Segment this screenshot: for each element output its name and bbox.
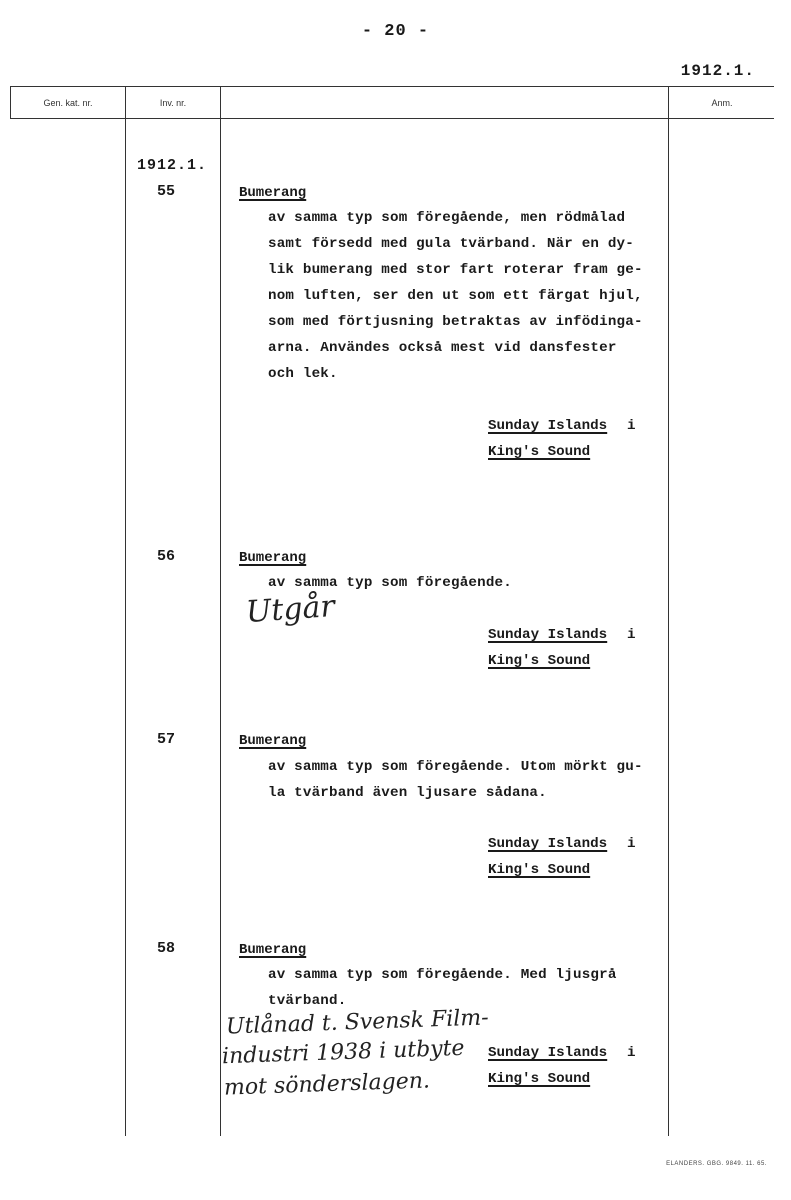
entry-text-line: tvärband.	[268, 993, 347, 1009]
entry-title: Bumerang	[239, 942, 307, 958]
location-line: Sunday Islands	[488, 418, 608, 434]
column-header-anm: Anm.	[711, 98, 733, 108]
entry-text-line: av samma typ som föregående, men rödmålad	[268, 210, 626, 226]
accession-entry: 1912.1.	[137, 157, 208, 174]
column-divider-1	[10, 86, 11, 118]
handwritten-note-line: industri 1938 i utbyte	[221, 1035, 465, 1070]
accession-header: 1912.1.	[680, 62, 755, 80]
inventory-number: 57	[157, 731, 176, 748]
column-header-inv-nr: Inv. nr.	[159, 98, 187, 108]
entry-text-line: nom luften, ser den ut som ett färgat hjul,	[268, 288, 643, 304]
handwritten-note-line: Utlånad t. Svensk Film-	[225, 1005, 490, 1040]
location-suffix: i	[627, 418, 636, 434]
location-line: King's Sound	[488, 444, 591, 460]
location-line: Sunday Islands	[488, 836, 608, 852]
entry-title: Bumerang	[239, 733, 307, 749]
page-number: - 20 -	[361, 22, 430, 41]
handwritten-note: Utgår	[244, 588, 336, 631]
column-header-gen-kat-nr: Gen. kat. nr.	[43, 98, 93, 108]
location-suffix: i	[627, 836, 636, 852]
inventory-number: 55	[157, 183, 176, 200]
entry-text-line: och lek.	[268, 366, 338, 382]
location-line: Sunday Islands	[488, 1045, 608, 1061]
entry-text-line: la tvärband även ljusare sådana.	[268, 785, 547, 801]
entry-text-line: som med förtjusning betraktas av infödinga-	[268, 314, 643, 330]
location-suffix: i	[627, 627, 636, 643]
location-line: King's Sound	[488, 653, 591, 669]
printer-imprint: ELANDERS. GBG. 9849. 11. 65.	[666, 1161, 767, 1167]
entry-text-line: av samma typ som föregående. Med ljusgrå	[268, 967, 617, 983]
entry-title: Bumerang	[239, 550, 307, 566]
column-divider-2	[125, 86, 126, 1136]
location-line: King's Sound	[488, 1071, 591, 1087]
location-line: King's Sound	[488, 862, 591, 878]
entry-title: Bumerang	[239, 185, 307, 201]
handwritten-note-line: mot sönderslagen.	[223, 1068, 431, 1101]
inventory-number: 58	[157, 940, 176, 957]
column-divider-3	[220, 86, 221, 1136]
entry-text-line: av samma typ som föregående.	[268, 575, 512, 591]
location-line: Sunday Islands	[488, 627, 608, 643]
location-suffix: i	[627, 1045, 636, 1061]
entry-text-line: samt försedd med gula tvärband. När en dy-	[268, 236, 634, 252]
column-divider-4	[668, 86, 669, 1136]
entry-text-line: arna. Användes också mest vid dansfester	[268, 340, 617, 356]
entry-text-line: av samma typ som föregående. Utom mörkt gu-	[268, 759, 643, 775]
entry-text-line: lik bumerang med stor fart roterar fram ge-	[268, 262, 643, 278]
inventory-number: 56	[157, 548, 176, 565]
